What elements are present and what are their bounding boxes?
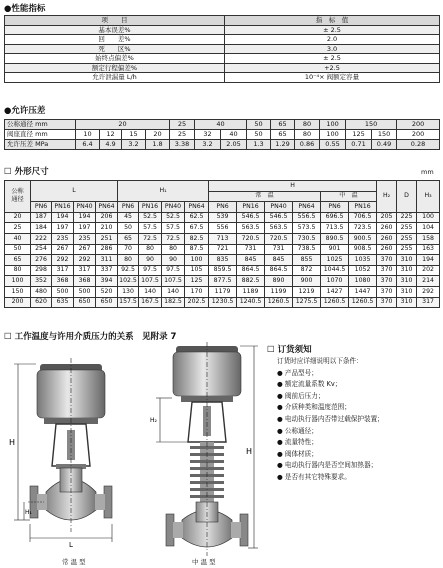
table-row — [5, 297, 440, 308]
cell: 80 — [5, 265, 31, 276]
col-H3-header: H₃ — [417, 181, 440, 213]
label-H: H — [9, 438, 16, 447]
cell: 546.5 — [265, 212, 293, 223]
col-L-header: L — [31, 181, 118, 202]
cell: 254 — [31, 244, 52, 255]
cell: 310 — [397, 297, 417, 308]
cell: 200 — [397, 130, 440, 140]
cell: 125 — [346, 130, 372, 140]
cell: 260 — [377, 233, 397, 244]
dimensions-title: ☐ 外形尺寸 — [4, 167, 49, 177]
cell: 40 — [195, 120, 247, 130]
cell: 731 — [265, 244, 293, 255]
table-row — [5, 255, 440, 266]
cell: 563.5 — [237, 223, 265, 234]
cell: 317 — [417, 297, 440, 308]
cell: 107.5 — [162, 276, 185, 287]
cell: 1035 — [349, 255, 377, 266]
cell: 52.5 — [139, 212, 162, 223]
table-row — [5, 16, 440, 26]
cell: 0.55 — [320, 140, 346, 150]
cell: 始终点偏差% — [5, 54, 225, 64]
cell: 235 — [74, 233, 96, 244]
cell: 62.5 — [185, 212, 209, 223]
cell: 255 — [397, 233, 417, 244]
cell: 650 — [96, 297, 118, 308]
cell: 1447 — [349, 286, 377, 297]
list-item: ● 是否有其它特殊要求。 — [277, 472, 351, 481]
cell: 150 — [372, 130, 397, 140]
table-row — [5, 63, 440, 73]
label-H2: H₂ — [150, 417, 157, 424]
cell: 0.71 — [346, 140, 372, 150]
cell: 210 — [96, 223, 118, 234]
cell: 40 — [221, 130, 247, 140]
cell: 202.5 — [185, 297, 209, 308]
cell: 855 — [293, 255, 321, 266]
cell: 900 — [293, 276, 321, 287]
cell: 104 — [417, 223, 440, 234]
list-item: ● 介质种类和温度范围； — [277, 403, 351, 412]
cell: 255 — [397, 244, 417, 255]
cell: 650 — [74, 297, 96, 308]
cell: 40 — [5, 233, 31, 244]
table-row — [5, 265, 440, 276]
label-H1: H₁ — [25, 509, 32, 516]
cell: 500 — [52, 286, 74, 297]
cell: 1.29 — [271, 140, 295, 150]
cell: 10⁻⁴× 阀额定容量 — [225, 73, 440, 83]
cell: 292 — [417, 286, 440, 297]
cell: 1275.5 — [293, 297, 321, 308]
cell: 82.5 — [185, 233, 209, 244]
cell: 57.5 — [139, 223, 162, 234]
table-row — [5, 244, 440, 255]
cell: 352 — [31, 276, 52, 287]
cell: 80 — [139, 244, 162, 255]
cell: ± 2.5 — [225, 54, 440, 64]
cell: 50 — [5, 244, 31, 255]
cell: 1260.5 — [349, 297, 377, 308]
cell: 0.86 — [295, 140, 320, 150]
unit-label: mm — [421, 168, 434, 176]
cell: 835 — [209, 255, 237, 266]
cell: 370 — [377, 265, 397, 276]
cell: 713.5 — [321, 223, 349, 234]
cell: 1189 — [237, 286, 265, 297]
cell: 125 — [185, 276, 209, 287]
cell: 317 — [52, 265, 74, 276]
pn-header: PN64 — [185, 202, 209, 213]
cell: 556 — [209, 223, 237, 234]
pn-header: PN40 — [162, 202, 185, 213]
cell: 368 — [74, 276, 96, 287]
table-row — [5, 223, 440, 234]
cell: 882.5 — [237, 276, 265, 287]
cell: 允许泄漏量 L/h — [5, 73, 225, 83]
cell: 102.5 — [118, 276, 139, 287]
list-item: ● 产品型号； — [277, 368, 318, 377]
cell: 1080 — [349, 276, 377, 287]
cell: 回 差% — [5, 35, 225, 45]
cell: 845 — [237, 255, 265, 266]
cell: 877.5 — [209, 276, 237, 287]
table-row — [5, 202, 440, 213]
cell: 80 — [118, 255, 139, 266]
cell: 65 — [271, 120, 295, 130]
pn-header: PN40 — [74, 202, 96, 213]
cell: 额定行程偏差% — [5, 63, 225, 73]
cell: 563.5 — [265, 223, 293, 234]
cell: 50 — [247, 120, 271, 130]
cell: 864.5 — [237, 265, 265, 276]
cell: 1052 — [349, 265, 377, 276]
cell: 845 — [265, 255, 293, 266]
col-H1-header: H₁ — [118, 181, 209, 202]
pn-header: PN6 — [31, 202, 52, 213]
cell: 50 — [247, 130, 271, 140]
ordering-title: ☐ 订货须知 — [267, 345, 312, 355]
cell: 3.0 — [225, 44, 440, 54]
cell: 72.5 — [139, 233, 162, 244]
cell: 222 — [31, 233, 52, 244]
col-D-header: D — [397, 181, 417, 213]
cell: 370 — [377, 276, 397, 287]
table-row — [5, 181, 440, 192]
cell: 1260.5 — [321, 297, 349, 308]
cell: 92.5 — [118, 265, 139, 276]
cell: 251 — [96, 233, 118, 244]
cell: 205 — [377, 212, 397, 223]
cell: 260 — [377, 223, 397, 234]
cell: 97.5 — [139, 265, 162, 276]
cell: 206 — [96, 212, 118, 223]
cell: 255 — [397, 223, 417, 234]
cell: 276 — [31, 255, 52, 266]
cell: 859.5 — [209, 265, 237, 276]
cell: 394 — [96, 276, 118, 287]
cell: 25 — [170, 130, 195, 140]
caption-medium: 中 温 型 — [192, 558, 216, 566]
dimensions-table — [4, 180, 440, 308]
cell: 225 — [397, 212, 417, 223]
cell: 730.5 — [293, 233, 321, 244]
cell: 150 — [346, 120, 397, 130]
cell: 1044.5 — [321, 265, 349, 276]
cell: 1240.5 — [237, 297, 265, 308]
cell: 158 — [417, 233, 440, 244]
cell: 65 — [118, 233, 139, 244]
cell: 556.5 — [293, 212, 321, 223]
cell: 194 — [74, 212, 96, 223]
list-item: ● 公称通径； — [277, 426, 318, 435]
cell: 157.5 — [118, 297, 139, 308]
diagram-title: ☐ 工作温度与许用介质压力的关系 见附录 7 — [4, 332, 177, 342]
cell: 100 — [185, 255, 209, 266]
cell: 167.5 — [139, 297, 162, 308]
pn-header: PN6 — [321, 202, 349, 213]
cell: 72.5 — [162, 233, 185, 244]
col-H-header: H — [209, 181, 377, 192]
cell: 1219 — [293, 286, 321, 297]
cell: 267 — [52, 244, 74, 255]
cell: 620 — [31, 297, 52, 308]
cell: 1427 — [321, 286, 349, 297]
cell: 194 — [52, 212, 74, 223]
cell: 194 — [417, 255, 440, 266]
cell: 723.5 — [349, 223, 377, 234]
cell: 310 — [397, 286, 417, 297]
cell: 65 — [271, 130, 295, 140]
cell: 182.5 — [162, 297, 185, 308]
cell: 70 — [118, 244, 139, 255]
cell: 80 — [162, 244, 185, 255]
table-row — [5, 44, 440, 54]
pressure-title: ●允许压差 — [4, 106, 46, 116]
cell: 1.8 — [146, 140, 170, 150]
cell: +2.5 — [225, 63, 440, 73]
cell: 573.5 — [293, 223, 321, 234]
cell: 1260.5 — [265, 297, 293, 308]
list-item: ● 额定流量系数 Kv； — [277, 380, 342, 389]
normal-temp-valve — [9, 358, 112, 549]
cell: 2.0 — [225, 35, 440, 45]
table-row — [5, 130, 440, 140]
cell: 100 — [5, 276, 31, 287]
cell: 130 — [118, 286, 139, 297]
cell: 25 — [170, 120, 195, 130]
cell: 1230.5 — [209, 297, 237, 308]
cell: ± 2.5 — [225, 25, 440, 35]
cell: 890.5 — [321, 233, 349, 244]
pn-header: PN64 — [293, 202, 321, 213]
label-H-medium: H — [246, 447, 253, 456]
cell: 2.05 — [221, 140, 247, 150]
cell: 140 — [139, 286, 162, 297]
table-row — [5, 140, 440, 150]
seat-label: 阀座直径 mm — [5, 130, 76, 140]
cell: 65 — [5, 255, 31, 266]
caption-normal: 常 温 型 — [62, 558, 86, 566]
cell: 864.5 — [265, 265, 293, 276]
cell: 67.5 — [185, 223, 209, 234]
pn-header: PN64 — [96, 202, 118, 213]
cell: 20 — [76, 120, 170, 130]
list-item: ● 阀前后压力； — [277, 391, 325, 400]
cell: 105 — [185, 265, 209, 276]
cell: 197 — [52, 223, 74, 234]
cell: 12 — [100, 130, 122, 140]
cell: 292 — [52, 255, 74, 266]
table-row — [5, 35, 440, 45]
cell: 3.38 — [170, 140, 195, 150]
pn-header: PN16 — [349, 202, 377, 213]
cell: 52.5 — [162, 212, 185, 223]
cell: 311 — [96, 255, 118, 266]
table-row — [5, 286, 440, 297]
performance-table — [4, 15, 440, 83]
cell: 184 — [31, 223, 52, 234]
table-row — [5, 276, 440, 287]
cell: 200 — [5, 297, 31, 308]
cell: 370 — [377, 255, 397, 266]
table-row — [5, 25, 440, 35]
cell: 546.5 — [237, 212, 265, 223]
col-value-header: 指 标 值 — [225, 16, 440, 26]
cell: 235 — [52, 233, 74, 244]
cell: 1179 — [209, 286, 237, 297]
cell: 150 — [5, 286, 31, 297]
pn-header: PN16 — [52, 202, 74, 213]
cell: 57.5 — [162, 223, 185, 234]
cell: 260 — [377, 244, 397, 255]
cell: 696.5 — [321, 212, 349, 223]
cell: 170 — [185, 286, 209, 297]
cell: 202 — [417, 265, 440, 276]
cell: 337 — [96, 265, 118, 276]
pressure-table — [4, 119, 440, 150]
cell: 107.5 — [139, 276, 162, 287]
table-row — [5, 212, 440, 223]
cell: 539 — [209, 212, 237, 223]
cell: 32 — [195, 130, 221, 140]
cell: 720.5 — [237, 233, 265, 244]
dp-label: 允许压差 MPa — [5, 140, 76, 150]
cell: 20 — [5, 212, 31, 223]
ordering-list — [277, 356, 384, 484]
cell: 200 — [397, 120, 440, 130]
cell: 901 — [321, 244, 349, 255]
list-item: ● 流量特性； — [277, 438, 318, 447]
cell: 908.5 — [349, 244, 377, 255]
cell: 1.3 — [247, 140, 271, 150]
pn-header: PN6 — [118, 202, 139, 213]
label-L: L — [69, 541, 73, 549]
cell: 80 — [295, 120, 320, 130]
list-item: ● 阀体材质； — [277, 449, 318, 458]
cell: 310 — [397, 255, 417, 266]
cell: 720.5 — [265, 233, 293, 244]
cell: 214 — [417, 276, 440, 287]
cell: 738.5 — [293, 244, 321, 255]
cell: 635 — [52, 297, 74, 308]
cell: 4.9 — [100, 140, 122, 150]
cell: 286 — [96, 244, 118, 255]
cell: 187 — [31, 212, 52, 223]
cell: 317 — [74, 265, 96, 276]
cell: 292 — [74, 255, 96, 266]
table-row — [5, 233, 440, 244]
col-dn-header: 公称 通径 — [5, 181, 31, 213]
cell: 713 — [209, 233, 237, 244]
cell: 15 — [122, 130, 146, 140]
cell: 370 — [377, 297, 397, 308]
cell: 872 — [293, 265, 321, 276]
cell: 50 — [118, 223, 139, 234]
cell: 480 — [31, 286, 52, 297]
cell: 500 — [74, 286, 96, 297]
cell: 298 — [31, 265, 52, 276]
cell: 520 — [96, 286, 118, 297]
cell: 死 区% — [5, 44, 225, 54]
valve-diagram — [0, 342, 262, 568]
table-row — [5, 54, 440, 64]
col-medium-header: 中 温 — [321, 191, 377, 202]
performance-title: ●性能指标 — [4, 4, 46, 14]
col-H2-header: H₂ — [377, 181, 397, 213]
pn-header: PN16 — [237, 202, 265, 213]
cell: 310 — [397, 276, 417, 287]
cell: 80 — [295, 130, 320, 140]
list-item: ● 电动执行器内是否空间加热器； — [277, 461, 378, 470]
cell: 163 — [417, 244, 440, 255]
dn-label: 公称通径 mm — [5, 120, 76, 130]
cell: 370 — [377, 286, 397, 297]
cell: 731 — [237, 244, 265, 255]
cell: 45 — [118, 212, 139, 223]
table-row — [5, 73, 440, 83]
medium-temp-valve — [150, 342, 258, 556]
ordering-intro: 订货时应详细说明以下条件： — [277, 357, 363, 365]
pn-header: PN6 — [209, 202, 237, 213]
cell: 25 — [5, 223, 31, 234]
cell: 0.49 — [372, 140, 397, 150]
cell: 90 — [139, 255, 162, 266]
cell: 基本误差% — [5, 25, 225, 35]
cell: 890 — [265, 276, 293, 287]
cell: 100 — [417, 212, 440, 223]
cell: 1025 — [321, 255, 349, 266]
cell: 3.2 — [195, 140, 221, 150]
cell: 3.2 — [122, 140, 146, 150]
cell: 368 — [52, 276, 74, 287]
cell: 90 — [162, 255, 185, 266]
cell: 197 — [74, 223, 96, 234]
cell: 6.4 — [76, 140, 100, 150]
cell: 100 — [320, 120, 346, 130]
cell: 20 — [146, 130, 170, 140]
cell: 87.5 — [185, 244, 209, 255]
pn-header: PN40 — [265, 202, 293, 213]
pn-header: PN16 — [139, 202, 162, 213]
cell: 900.5 — [349, 233, 377, 244]
cell: 706.5 — [349, 212, 377, 223]
cell: 267 — [74, 244, 96, 255]
cell: 100 — [320, 130, 346, 140]
col-normal-header: 常 温 — [209, 191, 321, 202]
list-item: ● 电动执行器内否带过载保护装置； — [277, 414, 384, 423]
cell: 10 — [76, 130, 100, 140]
cell: 1199 — [265, 286, 293, 297]
cell: 310 — [397, 265, 417, 276]
cell: 0.28 — [397, 140, 440, 150]
cell: 1070 — [321, 276, 349, 287]
cell: 97.5 — [162, 265, 185, 276]
cell: 140 — [162, 286, 185, 297]
cell: 721 — [209, 244, 237, 255]
table-row — [5, 120, 440, 130]
col-item-header: 项 目 — [5, 16, 225, 26]
